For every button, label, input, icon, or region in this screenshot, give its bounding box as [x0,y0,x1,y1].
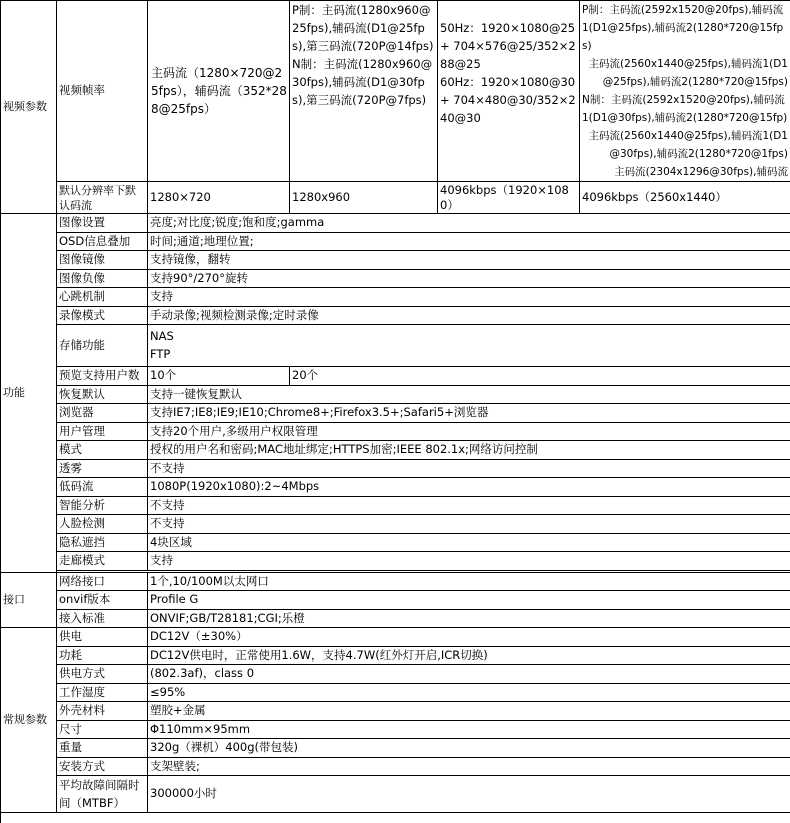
function-value: 4块区域 [148,533,790,552]
general-label: 外壳材料 [57,702,148,721]
framerate-model-4-line-1: P制：主码流(2592x1520@20fps),辅码流1(D1@25fps),辅码流2(1280*720@15fps) [582,1,788,55]
mtbf-value: 300000小时 [148,776,790,813]
mtbf-label: 平均故障间隔时间（MTBF） [57,776,148,813]
framerate-model-4-line-5: 主码流(2304x1296@30fps),辅码流 [582,163,788,181]
function-label: 录像模式 [57,306,148,325]
general-value: Φ110mm×95mm [148,720,790,739]
framerate-model-4 [580,1,790,182]
resolution-label: 默认分辨率下默认码流 [57,182,148,214]
general-label: 供电方式 [57,665,148,684]
function-label: 图像设置 [57,214,148,233]
framerate-model-1: 主码流（1280×720@25fps），辅码流（352*288@25fps） [148,1,290,182]
storage-nas: NAS [150,328,788,346]
function-value: 时间;通道;地理位置; [148,232,790,251]
function-value: 手动录像;视频检测录像;定时录像 [148,306,790,325]
general-value: (802.3af)，class 0 [148,665,790,684]
function-label: 图像负像 [57,269,148,288]
framerate-model-2-pal: P制：主码流(1280x960@25fps),辅码流(D1@25fps),第三码流(720P@14fps) [292,1,435,55]
resolution-model-3: 4096kbps（1920×1080） [438,182,580,214]
function-value: 不支持 [148,459,790,478]
preview-users-label: 预览支持用户数 [57,367,148,386]
section-general: 常规参数 [1,628,57,813]
function-value: 不支持 [148,496,790,515]
general-value: ≤95% [148,683,790,702]
table-continuation [1,813,790,823]
function-value: 支持IE7;IE8;IE9;IE10;Chrome8+;Firefox3.5+;Safari5+浏览器 [148,404,790,423]
interface-label: 接入标准 [57,609,148,628]
storage-value [148,325,790,367]
function-label: 人脸检测 [57,515,148,534]
framerate-row [1,1,790,182]
function-label: 隐私遮挡 [57,533,148,552]
storage-label: 存储功能 [57,325,148,367]
resolution-model-4: 4096kbps（2560x1440） [580,182,790,214]
framerate-model-3-50hz: 50Hz：1920×1080@25 + 704×576@25/352×288@25 [440,19,577,73]
function-label: 恢复默认 [57,385,148,404]
interface-value: 1个,10/100M以太网口 [148,572,790,591]
general-label: 安装方式 [57,757,148,776]
framerate-model-3 [438,1,580,182]
interface-value: Profile G [148,591,790,610]
function-label: 走廊模式 [57,552,148,571]
resolution-model-2: 1280x960 [290,182,438,214]
function-label: 模式 [57,441,148,460]
storage-ftp: FTP [150,346,788,364]
framerate-model-4-line-2: 主码流(2560x1440@25fps),辅码流1(D1@25fps),辅码流2(1280*720@15fps) [582,55,788,91]
general-value: DC12V（±30%） [148,628,790,647]
function-label: 用户管理 [57,422,148,441]
general-value: 支架壁装; [148,757,790,776]
framerate-model-4-line-4: 主码流(2560x1440@25fps),辅码流1(D1@30fps),辅码流2(1280*720@1fps) [582,127,788,163]
general-label: 工作湿度 [57,683,148,702]
function-value: 支持 [148,288,790,307]
general-label: 供电 [57,628,148,647]
function-value: 亮度;对比度;锐度;饱和度;gamma [148,214,790,233]
interface-value: ONVIF;GB/T28181;CGI;乐橙 [148,609,790,628]
general-value: DC12V供电时，正常使用1.6W，支持4.7W(红外灯开启,ICR切换) [148,646,790,665]
resolution-model-1: 1280×720 [148,182,290,214]
function-label: 心跳机制 [57,288,148,307]
function-value: 1080P(1920x1080):2~4Mbps [148,478,790,497]
function-label: 透雾 [57,459,148,478]
function-label: 智能分析 [57,496,148,515]
general-value: 320g（裸机）400g(带包装) [148,739,790,758]
function-value: 不支持 [148,515,790,534]
resolution-row [1,182,790,214]
function-label: 低码流 [57,478,148,497]
function-value: 支持 [148,552,790,571]
preview-users-b: 20个 [290,367,790,386]
framerate-label: 视频帧率 [57,1,148,182]
section-video: 视频参数 [1,1,57,214]
function-value: 支持一键恢复默认 [148,385,790,404]
function-value: 支持90°/270°旋转 [148,269,790,288]
function-label: 图像镜像 [57,251,148,270]
framerate-model-4-line-3: N制：主码流(2592x1520@20fps),辅码流1(D1@30fps),辅码流2(1280*720@15fp) [582,91,788,127]
function-value: 支持20个用户,多级用户权限管理 [148,422,790,441]
general-label: 功耗 [57,646,148,665]
interface-label: 网络接口 [57,572,148,591]
function-label: OSD信息叠加 [57,232,148,251]
section-function: 功能 [1,214,57,573]
function-label: 浏览器 [57,404,148,423]
function-value: 支持镜像，翻转 [148,251,790,270]
general-label: 尺寸 [57,720,148,739]
section-interface: 接口 [1,572,57,628]
general-label: 重量 [57,739,148,758]
general-value: 塑胶+金属 [148,702,790,721]
function-value: 授权的用户名和密码;MAC地址绑定;HTTPS加密;IEEE 802.1x;网络访问控制 [148,441,790,460]
framerate-model-3-60hz: 60Hz：1920×1080@30 + 704×480@30/352×240@30 [440,73,577,127]
interface-label: onvif版本 [57,591,148,610]
framerate-model-2-ntsc: N制：主码流(1280x960@30fps),辅码流(D1@30fps),第三码流(720P@7fps) [292,55,435,109]
preview-users-a: 10个 [148,367,290,386]
framerate-model-2 [290,1,438,182]
